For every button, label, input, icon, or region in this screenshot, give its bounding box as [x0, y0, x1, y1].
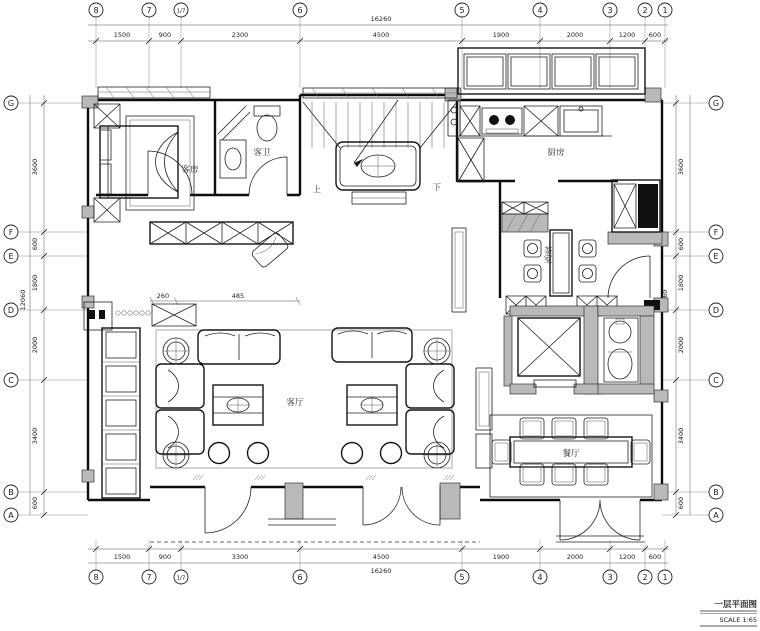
bottom-dim-7: 600 [648, 553, 662, 561]
grid-bubble: 6 [297, 6, 303, 15]
right-dim-4: 3400 [677, 427, 685, 445]
grid-bubble: F [713, 228, 719, 237]
right-dim-3: 2000 [677, 336, 685, 354]
left-dim-0: 3600 [31, 158, 39, 176]
right-dim-0: 3600 [677, 158, 685, 176]
left-dim-1: 600 [31, 237, 39, 251]
grid-bubble: 7 [146, 6, 152, 15]
grid-bubble: 7 [146, 573, 152, 582]
grid-bubble: 6 [297, 573, 303, 582]
bottom-dim-5: 2000 [566, 553, 584, 561]
grid-bubble: 3 [607, 6, 613, 15]
grid-bubble: 5 [459, 573, 465, 582]
top-dim-4: 1900 [492, 31, 510, 39]
bottom-dim-2: 3300 [231, 553, 249, 561]
interior-dim-a: 260 [156, 292, 170, 300]
bottom-dim-1: 900 [158, 553, 172, 561]
bottom-dim-4: 1900 [492, 553, 510, 561]
bottom-dim-0: 1500 [113, 553, 131, 561]
grid-bubble: 4 [537, 573, 543, 582]
grid-bubble: E [8, 252, 14, 261]
right-dim-1: 600 [677, 237, 685, 251]
room-label-living: 客厅 [286, 398, 304, 408]
bottom-dim-6: 1200 [618, 553, 636, 561]
grid-bubble: D [712, 306, 720, 315]
grid-bubble: 1/7 [176, 575, 186, 582]
left-total-dim: 12060 [19, 289, 27, 311]
top-dim-5: 2000 [566, 31, 584, 39]
drawing-title: 一层平面图 [714, 600, 757, 610]
left-dim-5: 600 [31, 496, 39, 510]
grid-bubble: 2 [642, 573, 648, 582]
room-label-tea: 茶室 [542, 246, 552, 263]
left-dim-2: 1800 [31, 274, 39, 292]
grid-bubble: 2 [642, 6, 648, 15]
grid-bubble: C [8, 376, 14, 385]
grid-bubble: D [7, 306, 15, 315]
drawing-scale: SCALE 1:65 [719, 616, 757, 624]
left-dim-4: 3400 [31, 427, 39, 445]
interior-dim-b: 485 [231, 292, 245, 300]
grid-bubble: 1 [662, 573, 668, 582]
stair-up-label: 上 [313, 185, 321, 194]
grid-bubble: A [8, 511, 14, 520]
room-label-dining: 餐厅 [562, 449, 580, 459]
bottom-dim-3: 4500 [372, 553, 390, 561]
grid-bubble: A [713, 511, 719, 520]
grid-bubble: B [8, 488, 14, 497]
grid-bubble: G [712, 99, 720, 108]
tea-counter [502, 214, 548, 232]
grid-bubble: 4 [537, 6, 543, 15]
grid-bubble: E [713, 252, 719, 261]
top-dim-2: 2300 [231, 31, 249, 39]
stair-down-label: 下 [433, 183, 441, 192]
right-dim-2: 1800 [677, 274, 685, 292]
top-dim-3: 4500 [372, 31, 390, 39]
grid-bubble: C [713, 376, 719, 385]
grid-bubble: G [7, 99, 15, 108]
top-dim-7: 600 [648, 31, 662, 39]
grid-bubble: 5 [459, 6, 465, 15]
top-dim-1: 900 [158, 31, 172, 39]
right-dim-5: 600 [677, 496, 685, 510]
bottom-total-dim: 16260 [370, 567, 392, 575]
grid-bubble: 1/7 [176, 8, 186, 15]
top-dim-6: 1200 [618, 31, 636, 39]
grid-bubble: B [713, 488, 719, 497]
top-total-dim: 16260 [370, 15, 392, 23]
grid-bubble: 3 [607, 573, 613, 582]
grid-bubble: F [8, 228, 14, 237]
room-label-bath: 客卫 [253, 148, 271, 158]
grid-bubble: 8 [93, 573, 99, 582]
left-dim-3: 2000 [31, 336, 39, 354]
room-label-bedroom: 客房 [181, 165, 199, 175]
room-label-kitchen: 厨房 [547, 148, 565, 158]
grid-bubble: 8 [93, 6, 99, 15]
grid-bubble: 1 [662, 6, 668, 15]
top-dim-0: 1500 [113, 31, 131, 39]
